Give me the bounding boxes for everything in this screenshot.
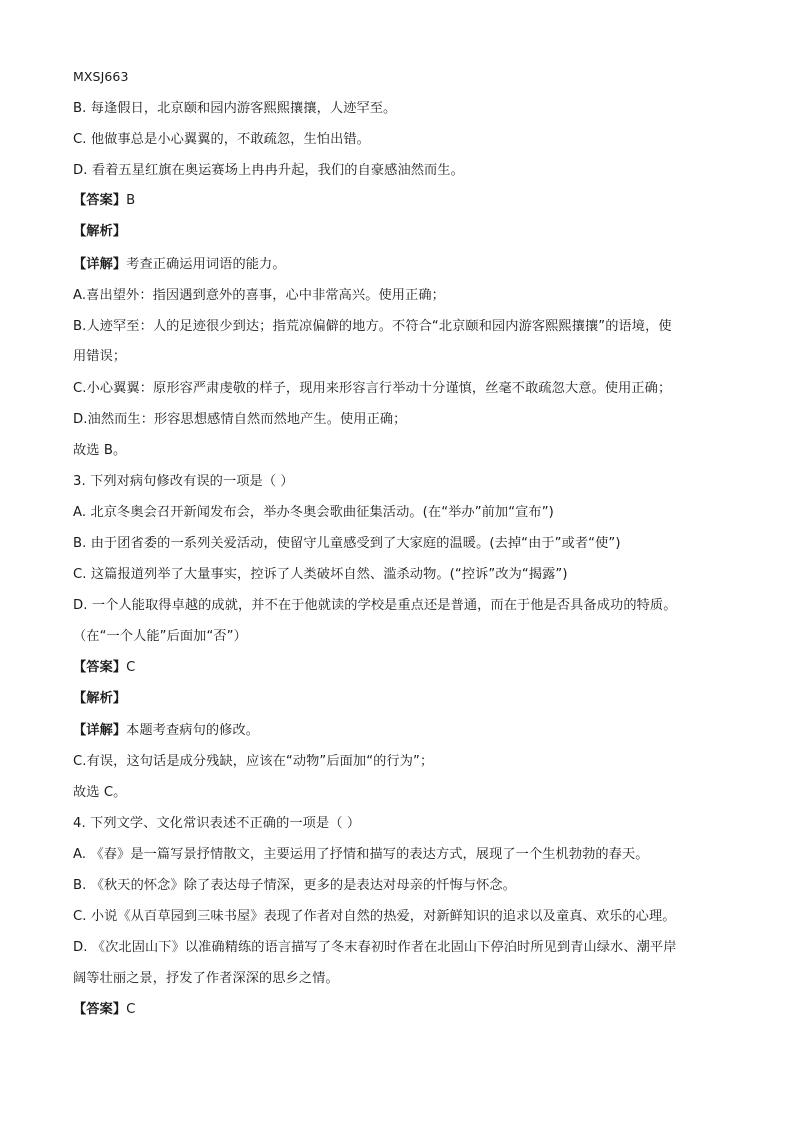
q3-option-d-line1: D. 一个人能取得卓越的成就，并不在于他就读的学校是重点还是普通，而在于他是否具备成功的特质。 xyxy=(73,598,677,613)
q4-option-d-line2: 阔等壮丽之景，抒发了作者深深的思乡之情。 xyxy=(73,971,339,986)
q4-option-b: B. 《秋天的怀念》除了表达母子情深，更多的是表达对母亲的忏悔与怀念。 xyxy=(73,878,516,893)
q2-explain-a: A.喜出望外：指因遇到意外的喜事，心中非常高兴。使用正确； xyxy=(73,288,445,303)
answer-tag: 【答案】 xyxy=(73,1002,127,1017)
q3-answer xyxy=(73,658,733,678)
document-code: MXSJ663 xyxy=(73,69,129,84)
q3-analysis-tag: 【解析】 xyxy=(73,691,127,706)
q2-explain-b-line2: 用错误； xyxy=(73,349,127,364)
q4-option-c: C. 小说《从百草园到三味书屋》表现了作者对自然的热爱，对新鲜知识的追求以及童真、欢乐的心理。 xyxy=(73,909,676,924)
q3-explain-c: C.有误，这句话是成分残缺，应该在“动物”后面加“的行为”； xyxy=(73,754,434,769)
q2-option-d: D. 看着五星红旗在奥运赛场上冉冉升起，我们的自豪感油然而生。 xyxy=(73,163,464,178)
q2-conclusion: 故选 B。 xyxy=(73,443,127,458)
q4-stem: 4. 下列文学、文化常识表述不正确的一项是（ ） xyxy=(73,816,361,831)
answer-tag: 【答案】 xyxy=(73,193,127,208)
q2-option-b: B. 每逢假日，北京颐和园内游客熙熙攘攘，人迹罕至。 xyxy=(73,101,397,116)
q4-option-a: A. 《春》是一篇写景抒情散文，主要运用了抒情和描写的表达方式，展现了一个生机勃勃的春天。 xyxy=(73,847,649,862)
q3-option-b: B. 由于团省委的一系列关爱活动，使留守儿童感受到了大家庭的温暖。(去掉“由于”或者“使”) xyxy=(73,536,621,551)
answer-value: C xyxy=(126,1002,136,1017)
q3-option-d-line2: （在“一个人能”后面加“否”） xyxy=(73,629,247,644)
answer-value: C xyxy=(126,660,136,675)
q2-explain-d: D.油然而生：形容思想感情自然而然地产生。使用正确； xyxy=(73,412,407,427)
q4-option-d-line1: D. 《次北固山下》以准确精练的语言描写了冬末春初时作者在北固山下停泊时所见到青山绿水、潮平岸 xyxy=(73,940,677,955)
detail-tag: 【详解】 xyxy=(73,723,127,738)
detail-text: 本题考查病句的修改。 xyxy=(126,723,260,738)
detail-text: 考查正确运用词语的能力。 xyxy=(126,257,286,272)
q4-answer xyxy=(73,1000,733,1020)
q3-detail xyxy=(73,721,733,741)
answer-value: B xyxy=(126,193,136,208)
q2-explain-b-line1: B.人迹罕至：人的足迹很少到达；指荒凉偏僻的地方。不符合“北京颐和园内游客熙熙攘攘”的语境，使 xyxy=(73,319,672,334)
q2-explain-c: C.小心翼翼：原形容严肃虔敬的样子，现用来形容言行举动十分谨慎，丝毫不敢疏忽大意。使用正确； xyxy=(73,381,672,396)
q3-stem: 3. 下列对病句修改有误的一项是（ ） xyxy=(73,474,294,489)
q2-option-c: C. 他做事总是小心翼翼的，不敢疏忽，生怕出错。 xyxy=(73,132,370,147)
q2-detail xyxy=(73,255,733,275)
q3-option-c: C. 这篇报道列举了大量事实，控诉了人类破坏自然、滥杀动物。(“控诉”改为“揭露”) xyxy=(73,567,568,582)
q2-analysis-tag: 【解析】 xyxy=(73,224,127,239)
detail-tag: 【详解】 xyxy=(73,257,127,272)
answer-tag: 【答案】 xyxy=(73,660,127,675)
q3-option-a: A. 北京冬奥会召开新闻发布会，举办冬奥会歌曲征集活动。(在“举办”前加“宣布”) xyxy=(73,505,554,520)
q3-conclusion: 故选 C。 xyxy=(73,785,127,800)
q2-answer xyxy=(73,191,733,211)
